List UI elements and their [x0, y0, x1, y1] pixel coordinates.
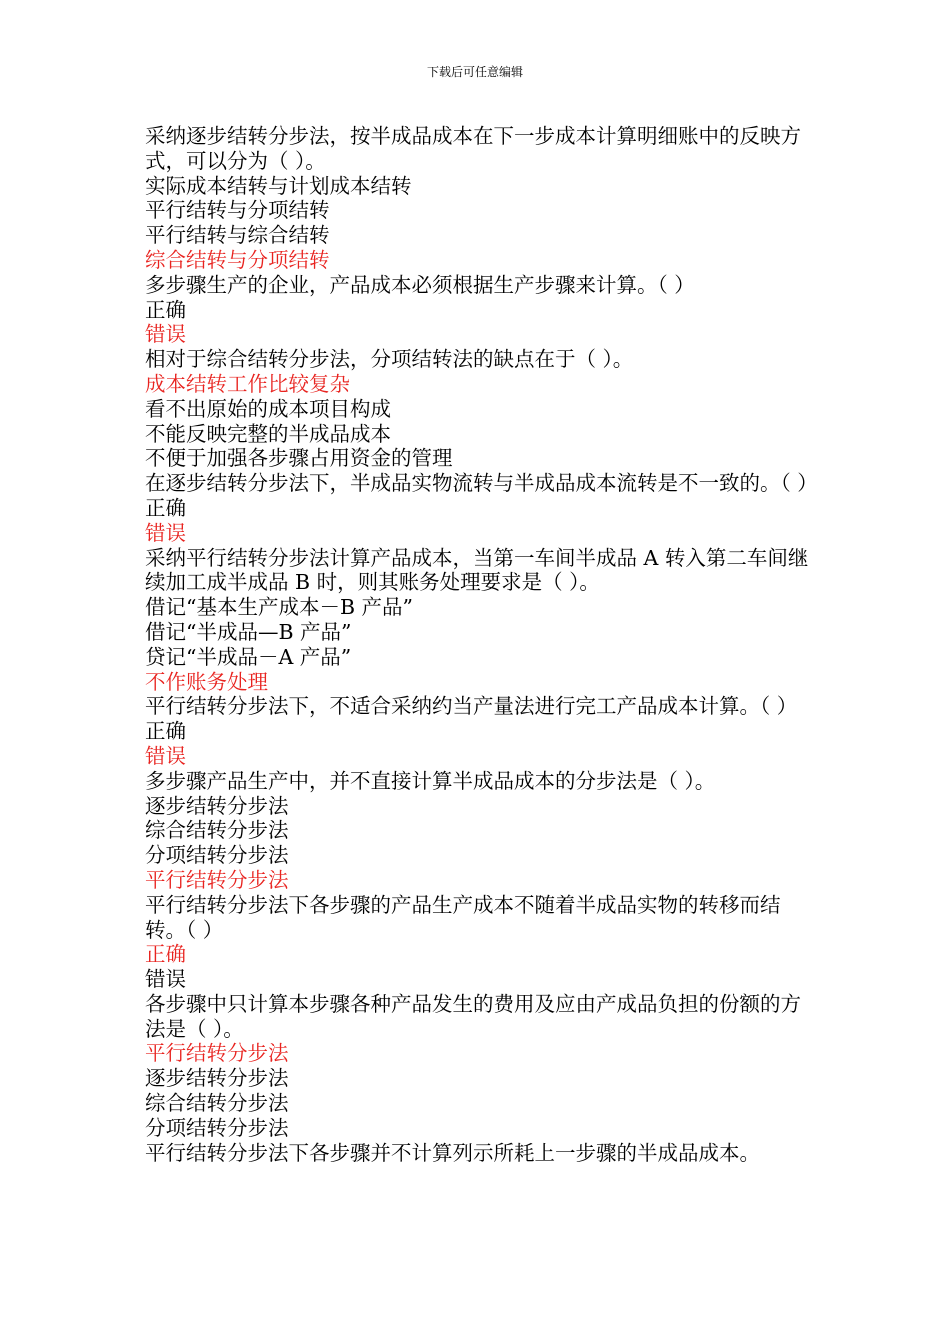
text-line: 平行结转分步法下各步骤的产品生产成本不随着半成品实物的转移而结转。（ ）	[145, 892, 781, 942]
text-line: 相对于综合结转分步法，分项结转法的缺点在于（ ）。	[145, 347, 634, 372]
document-body	[145, 124, 818, 1165]
text-line: 实际成本结转与计划成本结转	[145, 173, 412, 198]
text-line: 逐步结转分步法	[145, 1066, 289, 1091]
text-line: 借记“基本生产成本－B 产品”	[145, 595, 414, 620]
answer-line: 错误	[145, 322, 186, 347]
answer-line: 综合结转与分项结转	[145, 247, 330, 272]
text-line: 采纳逐步结转分步法，按半成品成本在下一步成本计算明细账中的反映方式，可以分为（ ）。	[145, 124, 801, 173]
answer-line: 不作账务处理	[145, 669, 268, 694]
text-line: 平行结转与分项结转	[145, 198, 330, 223]
page-header-note: 下载后可任意编辑	[426, 65, 523, 79]
text-line: 正确	[145, 719, 186, 744]
text-line: 综合结转分步法	[145, 818, 289, 843]
text-line: 综合结转分步法	[145, 1091, 289, 1116]
text-line: 不便于加强各步骤占用资金的管理	[145, 446, 453, 471]
text-line: 采纳平行结转分步法计算产品成本，当第一车间半成品 A 转入第二车间继续加工成半成品 B 时，则其账务处理要求是（ ）。	[145, 545, 809, 595]
text-line: 错误	[145, 967, 186, 992]
text-line: 多步骤生产的企业，产品成本必须根据生产步骤来计算。（ ）	[145, 272, 695, 297]
answer-line: 错误	[145, 743, 186, 768]
text-line: 平行结转分步法下，不适合采纳约当产量法进行完工产品成本计算。（ ）	[145, 694, 798, 719]
text-line: 各步骤中只计算本步骤各种产品发生的费用及应由产成品负担的份额的方法是（ ）。	[145, 991, 801, 1041]
text-line: 在逐步结转分步法下，半成品实物流转与半成品成本流转是不一致的。（ ）	[145, 471, 818, 496]
text-line: 贷记“半成品－A 产品”	[145, 644, 352, 669]
answer-line: 平行结转分步法	[145, 1041, 289, 1066]
answer-line: 错误	[145, 520, 186, 545]
text-line: 分项结转分步法	[145, 843, 289, 868]
text-line: 不能反映完整的半成品成本	[145, 421, 391, 446]
text-line: 借记“半成品—B 产品”	[145, 619, 352, 644]
text-line: 多步骤产品生产中，并不直接计算半成品成本的分步法是（ ）。	[145, 768, 716, 793]
text-line: 正确	[145, 297, 186, 322]
text-line: 看不出原始的成本项目构成	[145, 396, 391, 421]
text-line: 分项结转分步法	[145, 1115, 289, 1140]
text-line: 平行结转与综合结转	[145, 223, 330, 248]
text-line: 正确	[145, 495, 186, 520]
text-line: 平行结转分步法下各步骤并不计算列示所耗上一步骤的半成品成本。	[145, 1140, 760, 1165]
answer-line: 正确	[145, 942, 186, 967]
text-line: 逐步结转分步法	[145, 793, 289, 818]
answer-line: 平行结转分步法	[145, 867, 289, 892]
answer-line: 成本结转工作比较复杂	[145, 371, 350, 396]
